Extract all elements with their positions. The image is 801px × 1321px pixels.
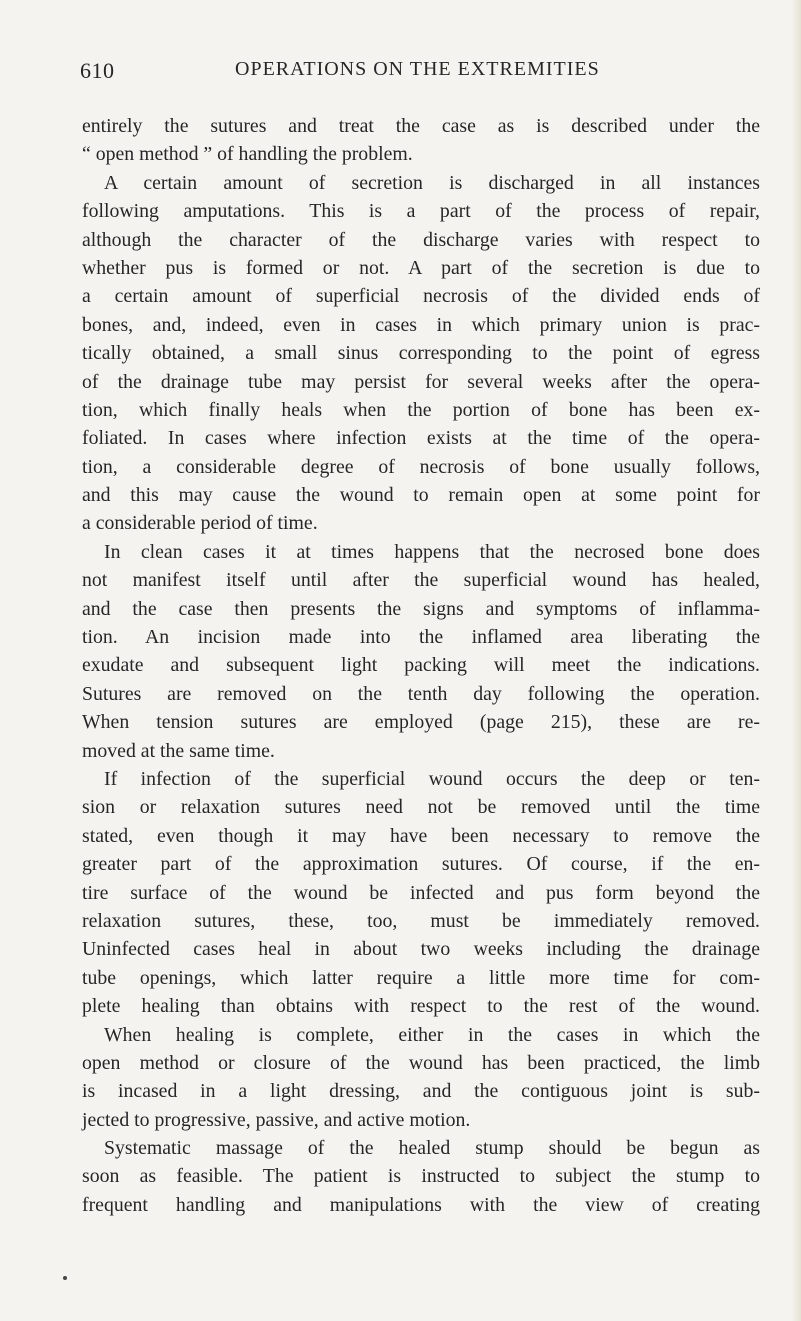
text-line: When healing is complete, either in the cases in which the (104, 1023, 760, 1046)
text-line: greater part of the approximation sutures. Of course, if the en- (82, 853, 760, 876)
text-line: stated, even though it may have been necessary to remove the (82, 824, 760, 847)
text-line: although the character of the discharge varies with respect to (82, 228, 760, 251)
text-line: Sutures are removed on the tenth day following the operation. (82, 682, 760, 705)
text-line: tion, which finally heals when the portion of bone has been ex- (82, 398, 760, 421)
text-line: and this may cause the wound to remain open at some point for (82, 484, 760, 507)
text-line: jected to progressive, passive, and active motion. (82, 1108, 471, 1131)
text-line: Systematic massage of the healed stump should be begun as (104, 1137, 760, 1160)
margin-mark (63, 1276, 67, 1280)
text-line: whether pus is formed or not. A part of the secretion is due to (82, 256, 760, 279)
text-line: following amputations. This is a part of the process of repair, (82, 200, 760, 223)
text-line: A certain amount of secretion is discharged in all instances (104, 171, 760, 194)
page-header (80, 58, 760, 88)
page-number: 610 (80, 58, 115, 83)
text-line: tion. An incision made into the inflamed area liberating the (82, 626, 760, 649)
text-line: frequent handling and manipulations with the view of creating (82, 1193, 760, 1216)
page-edge (791, 0, 801, 1321)
text-line: a certain amount of superficial necrosis of the divided ends of (82, 285, 760, 308)
text-line: If infection of the superficial wound occurs the deep or ten- (104, 767, 760, 790)
text-line: entirely the sutures and treat the case as is described under the (82, 115, 760, 137)
text-line: tion, a considerable degree of necrosis of bone usually follows, (82, 455, 760, 478)
text-line: relaxation sutures, these, too, must be immediately removed. (82, 909, 760, 932)
text-line: Uninfected cases heal in about two weeks including the drainage (82, 938, 760, 961)
text-line: tube openings, which latter require a little more time for com- (82, 966, 760, 989)
text-line: and the case then presents the signs and symptoms of inflamma- (82, 597, 760, 620)
text-line: In clean cases it at times happens that the necrosed bone does (104, 540, 760, 563)
text-line: moved at the same time. (82, 739, 275, 762)
text-line: open method or closure of the wound has been practiced, the limb (82, 1051, 760, 1074)
text-line: sion or relaxation sutures need not be removed until the time (82, 796, 760, 819)
text-line: tire surface of the wound be infected and pus form beyond the (82, 881, 760, 904)
body-text (82, 112, 760, 1219)
text-line: soon as feasible. The patient is instructed to subject the stump to (82, 1165, 760, 1188)
text-line: When tension sutures are employed (page 215), these are re- (82, 711, 760, 734)
text-line: of the drainage tube may persist for several weeks after the opera- (82, 370, 760, 393)
text-line: bones, and, indeed, even in cases in which primary union is prac- (82, 313, 760, 336)
text-line: a considerable period of time. (82, 512, 318, 535)
text-line: is incased in a light dressing, and the contiguous joint is sub- (82, 1080, 760, 1103)
text-line: tically obtained, a small sinus corresponding to the point of egress (82, 342, 760, 365)
text-line: exudate and subsequent light packing will meet the indications. (82, 654, 760, 677)
text-line: plete healing than obtains with respect to the rest of the wound. (82, 995, 760, 1018)
text-line: “ open method ” of handling the problem. (82, 143, 413, 166)
text-line: foliated. In cases where infection exists at the time of the opera- (82, 427, 760, 450)
running-head: OPERATIONS ON THE EXTREMITIES (235, 58, 600, 80)
text-line: not manifest itself until after the superficial wound has healed, (82, 569, 760, 592)
